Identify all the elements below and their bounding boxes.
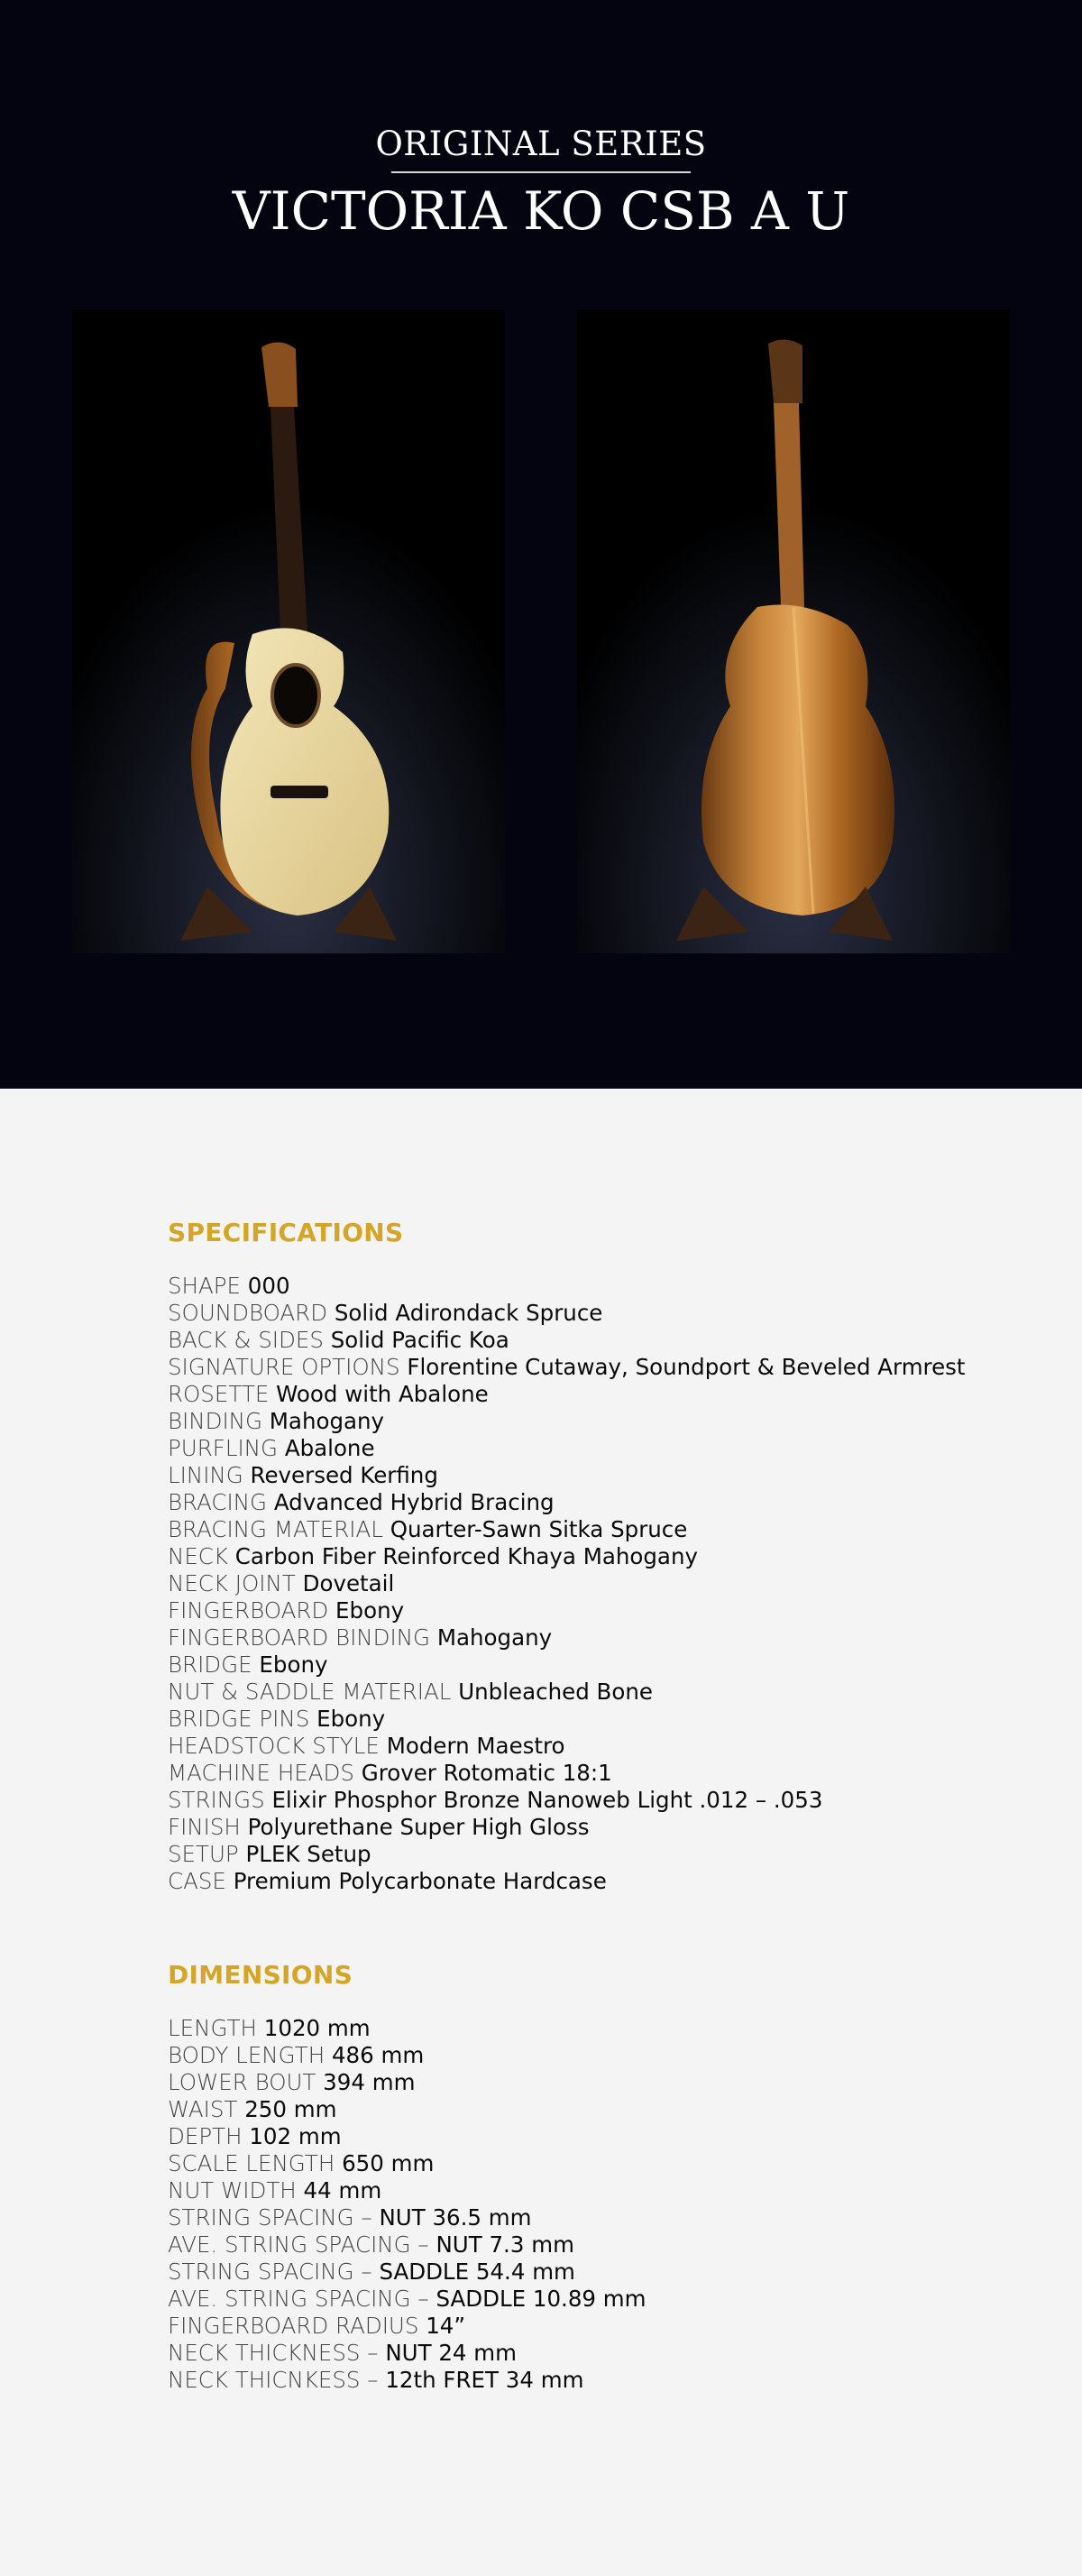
spec-label: FINGERBOARD RADIUS bbox=[168, 2313, 419, 2339]
spec-row bbox=[168, 1868, 979, 1895]
spec-value: PLEK Setup bbox=[245, 1841, 371, 1867]
spec-value: Carbon Fiber Reinforced Khaya Mahogany bbox=[234, 1543, 698, 1569]
spec-value: Grover Rotomatic 18:1 bbox=[361, 1760, 612, 1786]
spec-value: Abalone bbox=[284, 1435, 375, 1461]
spec-value: 000 bbox=[247, 1273, 290, 1299]
spec-value: SADDLE 54.4 mm bbox=[379, 2259, 575, 2285]
spec-value: Solid Pacific Koa bbox=[330, 1327, 509, 1353]
spec-label: STRING SPACING – bbox=[168, 2204, 372, 2231]
spec-row bbox=[168, 1408, 979, 1435]
spec-row bbox=[168, 2150, 979, 2177]
spec-label: FINGERBOARD BINDING bbox=[168, 1624, 431, 1651]
spec-value: Reversed Kerfing bbox=[250, 1462, 438, 1488]
specifications-section bbox=[168, 1218, 979, 1895]
spec-value: SADDLE 10.89 mm bbox=[436, 2286, 646, 2312]
guitar-back-photo bbox=[577, 309, 1010, 953]
spec-value: 14” bbox=[426, 2313, 466, 2339]
series-underline bbox=[391, 171, 691, 173]
spec-label: NUT & SADDLE MATERIAL bbox=[168, 1679, 452, 1705]
spec-value: 12th FRET 34 mm bbox=[385, 2367, 584, 2393]
spec-label: SCALE LENGTH bbox=[168, 2150, 335, 2176]
spec-label: BRACING MATERIAL bbox=[168, 1516, 383, 1542]
spec-label: SIGNATURE OPTIONS bbox=[168, 1354, 400, 1380]
spec-label: SHAPE bbox=[168, 1273, 241, 1299]
spec-row bbox=[168, 1624, 979, 1651]
dimensions-list bbox=[168, 2015, 979, 2394]
spec-label: LOWER BOUT bbox=[168, 2069, 316, 2095]
spec-label: BRIDGE bbox=[168, 1651, 252, 1678]
spec-row bbox=[168, 1354, 979, 1381]
spec-label: AVE. STRING SPACING – bbox=[168, 2231, 429, 2258]
spec-label: STRING SPACING – bbox=[168, 2259, 372, 2285]
spec-row bbox=[168, 1327, 979, 1354]
spec-value: Dovetail bbox=[302, 1570, 395, 1596]
spec-value: Ebony bbox=[316, 1706, 386, 1732]
dimensions-heading: DIMENSIONS bbox=[168, 1960, 353, 1990]
specifications-heading: SPECIFICATIONS bbox=[168, 1218, 404, 1247]
spec-row bbox=[168, 1489, 979, 1516]
spec-row bbox=[168, 1462, 979, 1489]
spec-row bbox=[168, 1597, 979, 1624]
spec-label: HEADSTOCK STYLE bbox=[168, 1733, 380, 1759]
spec-value: 44 mm bbox=[303, 2177, 382, 2203]
series-title: ORIGINAL SERIES bbox=[375, 124, 707, 163]
spec-value: 394 mm bbox=[323, 2069, 416, 2095]
spec-row bbox=[168, 1300, 979, 1327]
spec-value: Quarter-Sawn Sitka Spruce bbox=[390, 1516, 688, 1542]
guitar-back-illustration bbox=[577, 309, 1010, 953]
spec-value: Advanced Hybrid Bracing bbox=[273, 1489, 555, 1515]
spec-row bbox=[168, 1570, 979, 1597]
spec-row bbox=[168, 2259, 979, 2286]
guitar-front-illustration bbox=[72, 309, 505, 953]
spec-value: 250 mm bbox=[244, 2096, 337, 2122]
spec-row bbox=[168, 1273, 979, 1300]
spec-label: BINDING bbox=[168, 1408, 262, 1434]
spec-row bbox=[168, 1679, 979, 1706]
spec-row bbox=[168, 1760, 979, 1787]
spec-label: NUT WIDTH bbox=[168, 2177, 297, 2203]
spec-value: Solid Adirondack Spruce bbox=[334, 1300, 603, 1326]
spec-row bbox=[168, 2367, 979, 2394]
model-title: VICTORIA KO CSB A U bbox=[232, 180, 850, 242]
spec-label: SOUNDBOARD bbox=[168, 1300, 328, 1326]
spec-label: NECK THICKNESS – bbox=[168, 2340, 379, 2366]
spec-row bbox=[168, 1733, 979, 1760]
spec-label: MACHINE HEADS bbox=[168, 1760, 354, 1786]
spec-label: STRINGS bbox=[168, 1787, 265, 1813]
spec-row bbox=[168, 1543, 979, 1570]
spec-value: Mahogany bbox=[269, 1408, 385, 1434]
spec-row bbox=[168, 2204, 979, 2231]
spec-value: Polyurethane Super High Gloss bbox=[247, 1814, 590, 1840]
spec-value: NUT 36.5 mm bbox=[379, 2204, 532, 2231]
spec-value: 102 mm bbox=[249, 2123, 342, 2149]
hero-banner bbox=[0, 0, 1082, 1089]
spec-row bbox=[168, 1814, 979, 1841]
spec-value: Mahogany bbox=[436, 1624, 553, 1651]
spec-label: PURFLING bbox=[168, 1435, 279, 1461]
spec-row bbox=[168, 1381, 979, 1408]
spec-row bbox=[168, 2042, 979, 2069]
spec-value: Modern Maestro bbox=[386, 1733, 565, 1759]
spec-value: Premium Polycarbonate Hardcase bbox=[233, 1868, 607, 1894]
spec-row bbox=[168, 2231, 979, 2259]
spec-row bbox=[168, 1516, 979, 1543]
spec-value: 650 mm bbox=[342, 2150, 435, 2176]
spec-label: NECK JOINT bbox=[168, 1570, 296, 1596]
spec-label: ROSETTE bbox=[168, 1381, 270, 1407]
spec-row bbox=[168, 2015, 979, 2042]
spec-label: NECK bbox=[168, 1543, 228, 1569]
spec-value: NUT 7.3 mm bbox=[436, 2231, 574, 2258]
specifications-list bbox=[168, 1273, 979, 1895]
spec-row bbox=[168, 2340, 979, 2367]
spec-label: BRACING bbox=[168, 1489, 268, 1515]
spec-row bbox=[168, 1435, 979, 1462]
spec-value: 1020 mm bbox=[263, 2015, 371, 2041]
spec-row bbox=[168, 1841, 979, 1868]
spec-value: Unbleached Bone bbox=[458, 1679, 653, 1705]
spec-row bbox=[168, 2069, 979, 2096]
spec-row bbox=[168, 1787, 979, 1814]
dimensions-section bbox=[168, 1960, 979, 2394]
spec-row bbox=[168, 1706, 979, 1733]
spec-label: LINING bbox=[168, 1462, 243, 1488]
spec-label: SETUP bbox=[168, 1841, 239, 1867]
specs-content bbox=[168, 1218, 979, 2394]
spec-label: NECK THICNKESS – bbox=[168, 2367, 379, 2393]
spec-row bbox=[168, 2286, 979, 2313]
spec-row bbox=[168, 2177, 979, 2204]
spec-label: CASE bbox=[168, 1868, 226, 1894]
spec-value: Florentine Cutaway, Soundport & Beveled Armrest bbox=[407, 1354, 966, 1380]
spec-value: Ebony bbox=[335, 1597, 405, 1624]
spec-row bbox=[168, 2123, 979, 2150]
spec-label: DEPTH bbox=[168, 2123, 243, 2149]
spec-value: Elixir Phosphor Bronze Nanoweb Light .012 – .053 bbox=[271, 1787, 823, 1813]
spec-row bbox=[168, 2096, 979, 2123]
spec-label: FINGERBOARD bbox=[168, 1597, 329, 1624]
guitar-front-photo bbox=[72, 309, 505, 953]
spec-label: WAIST bbox=[168, 2096, 238, 2122]
spec-label: FINISH bbox=[168, 1814, 241, 1840]
spec-label: BODY LENGTH bbox=[168, 2042, 326, 2068]
spec-label: BRIDGE PINS bbox=[168, 1706, 310, 1732]
spec-label: LENGTH bbox=[168, 2015, 257, 2041]
spec-value: Wood with Abalone bbox=[276, 1381, 489, 1407]
spec-label: AVE. STRING SPACING – bbox=[168, 2286, 429, 2312]
spec-value: NUT 24 mm bbox=[385, 2340, 518, 2366]
spec-value: 486 mm bbox=[331, 2042, 425, 2068]
spec-row bbox=[168, 2313, 979, 2340]
spec-value: Ebony bbox=[259, 1651, 328, 1678]
spec-label: BACK & SIDES bbox=[168, 1327, 324, 1353]
spec-row bbox=[168, 1651, 979, 1679]
